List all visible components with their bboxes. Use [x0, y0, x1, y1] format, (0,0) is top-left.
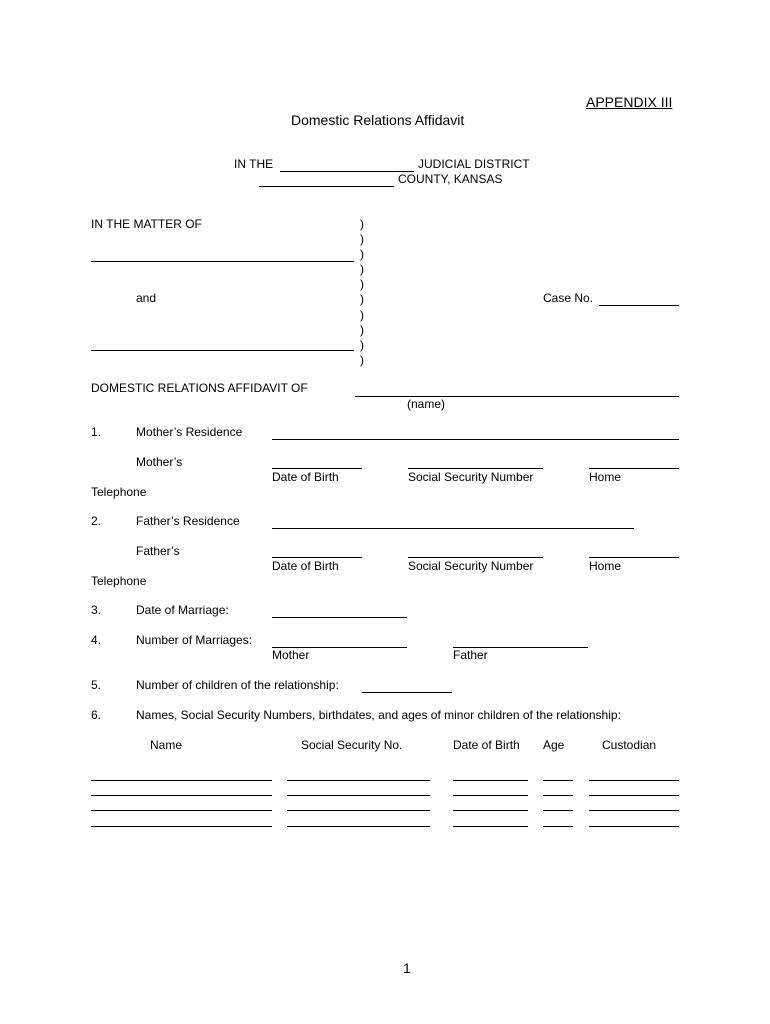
mother-dob-caption: Date of Birth	[272, 470, 339, 484]
mother-dob-field[interactable]	[272, 468, 362, 469]
appendix-label: APPENDIX III	[586, 94, 673, 110]
caption-paren: )	[360, 262, 364, 277]
table-header-ssn: Social Security No.	[301, 738, 403, 752]
mother-ssn-field[interactable]	[408, 468, 543, 469]
father-residence-field[interactable]	[272, 528, 634, 529]
item1-number: 1.	[91, 425, 102, 439]
court-line1-prefix: IN THE	[234, 157, 274, 171]
child-age-field[interactable]	[543, 826, 573, 827]
mother-residence-field[interactable]	[272, 439, 679, 440]
county-field[interactable]	[259, 186, 394, 187]
child-name-field[interactable]	[91, 795, 272, 796]
father-ssn-caption: Social Security Number	[408, 559, 534, 573]
item6-label: Names, Social Security Numbers, birthdates, and ages of minor children of the relationship:	[136, 708, 621, 722]
caption-paren: )	[360, 322, 364, 337]
child-age-field[interactable]	[543, 795, 573, 796]
father-ssn-field[interactable]	[408, 557, 543, 558]
caption-paren: )	[360, 292, 364, 307]
item2-sub-label: Father’s	[136, 544, 180, 558]
child-ssn-field[interactable]	[287, 780, 430, 781]
caption-paren: )	[360, 337, 364, 352]
child-dob-field[interactable]	[453, 795, 528, 796]
table-header-age: Age	[543, 738, 565, 752]
court-line1-suffix: JUDICIAL DISTRICT	[418, 157, 530, 171]
father-home-caption: Home	[589, 559, 622, 573]
child-name-field[interactable]	[91, 826, 272, 827]
table-header-custodian: Custodian	[602, 738, 657, 752]
caption-paren: )	[360, 232, 364, 247]
item1-label: Mother’s Residence	[136, 425, 243, 439]
father-marriages-caption: Father	[453, 648, 488, 662]
caption-paren: )	[360, 247, 364, 262]
judicial-district-field[interactable]	[280, 171, 414, 172]
child-name-field[interactable]	[91, 780, 272, 781]
item5-number: 5.	[91, 678, 102, 692]
table-header-name: Name	[150, 738, 183, 752]
case-no-label: Case No.	[543, 291, 594, 305]
number-of-children-field[interactable]	[362, 692, 452, 693]
father-telephone-caption: Telephone	[91, 574, 147, 588]
child-age-field[interactable]	[543, 810, 573, 811]
child-name-field[interactable]	[91, 810, 272, 811]
and-label: and	[136, 291, 157, 305]
caption-paren: )	[360, 352, 364, 367]
item5-label: Number of children of the relationship:	[136, 678, 339, 692]
item6-number: 6.	[91, 708, 102, 722]
mother-home-telephone-field[interactable]	[589, 468, 679, 469]
date-of-marriage-field[interactable]	[272, 617, 407, 618]
child-ssn-field[interactable]	[287, 795, 430, 796]
child-age-field[interactable]	[543, 780, 573, 781]
caption-paren: )	[360, 277, 364, 292]
child-ssn-field[interactable]	[287, 826, 430, 827]
child-dob-field[interactable]	[453, 826, 528, 827]
table-header-dob: Date of Birth	[453, 738, 520, 752]
caption-paren: )	[360, 217, 364, 231]
item3-number: 3.	[91, 603, 102, 617]
item1-sub-label: Mother’s	[136, 455, 183, 469]
party2-name-field[interactable]	[91, 350, 354, 351]
item2-label: Father’s Residence	[136, 514, 240, 528]
father-dob-caption: Date of Birth	[272, 559, 339, 573]
document-title: Domestic Relations Affidavit	[291, 112, 465, 128]
item4-number: 4.	[91, 633, 102, 647]
case-no-field[interactable]	[599, 305, 679, 306]
child-custodian-field[interactable]	[589, 795, 679, 796]
child-ssn-field[interactable]	[287, 810, 430, 811]
affidavit-of-label: DOMESTIC RELATIONS AFFIDAVIT OF	[91, 381, 308, 395]
father-home-telephone-field[interactable]	[589, 557, 679, 558]
court-line2-suffix: COUNTY, KANSAS	[398, 172, 503, 186]
father-dob-field[interactable]	[272, 557, 362, 558]
affiant-name-field[interactable]	[355, 396, 679, 397]
child-dob-field[interactable]	[453, 780, 528, 781]
name-caption: (name)	[407, 397, 446, 411]
page-number: 1	[403, 960, 411, 976]
matter-label: IN THE MATTER OF	[91, 217, 202, 231]
mother-telephone-caption: Telephone	[91, 485, 147, 499]
mother-ssn-caption: Social Security Number	[408, 470, 534, 484]
party1-name-field[interactable]	[91, 261, 354, 262]
item3-label: Date of Marriage:	[136, 603, 229, 617]
caption-bracket	[360, 218, 364, 369]
child-custodian-field[interactable]	[589, 826, 679, 827]
child-custodian-field[interactable]	[589, 780, 679, 781]
child-custodian-field[interactable]	[589, 810, 679, 811]
item4-label: Number of Marriages:	[136, 633, 253, 647]
item2-number: 2.	[91, 514, 102, 528]
caption-paren: )	[360, 307, 364, 322]
child-dob-field[interactable]	[453, 810, 528, 811]
mother-home-caption: Home	[589, 470, 622, 484]
mother-marriages-caption: Mother	[272, 648, 310, 662]
